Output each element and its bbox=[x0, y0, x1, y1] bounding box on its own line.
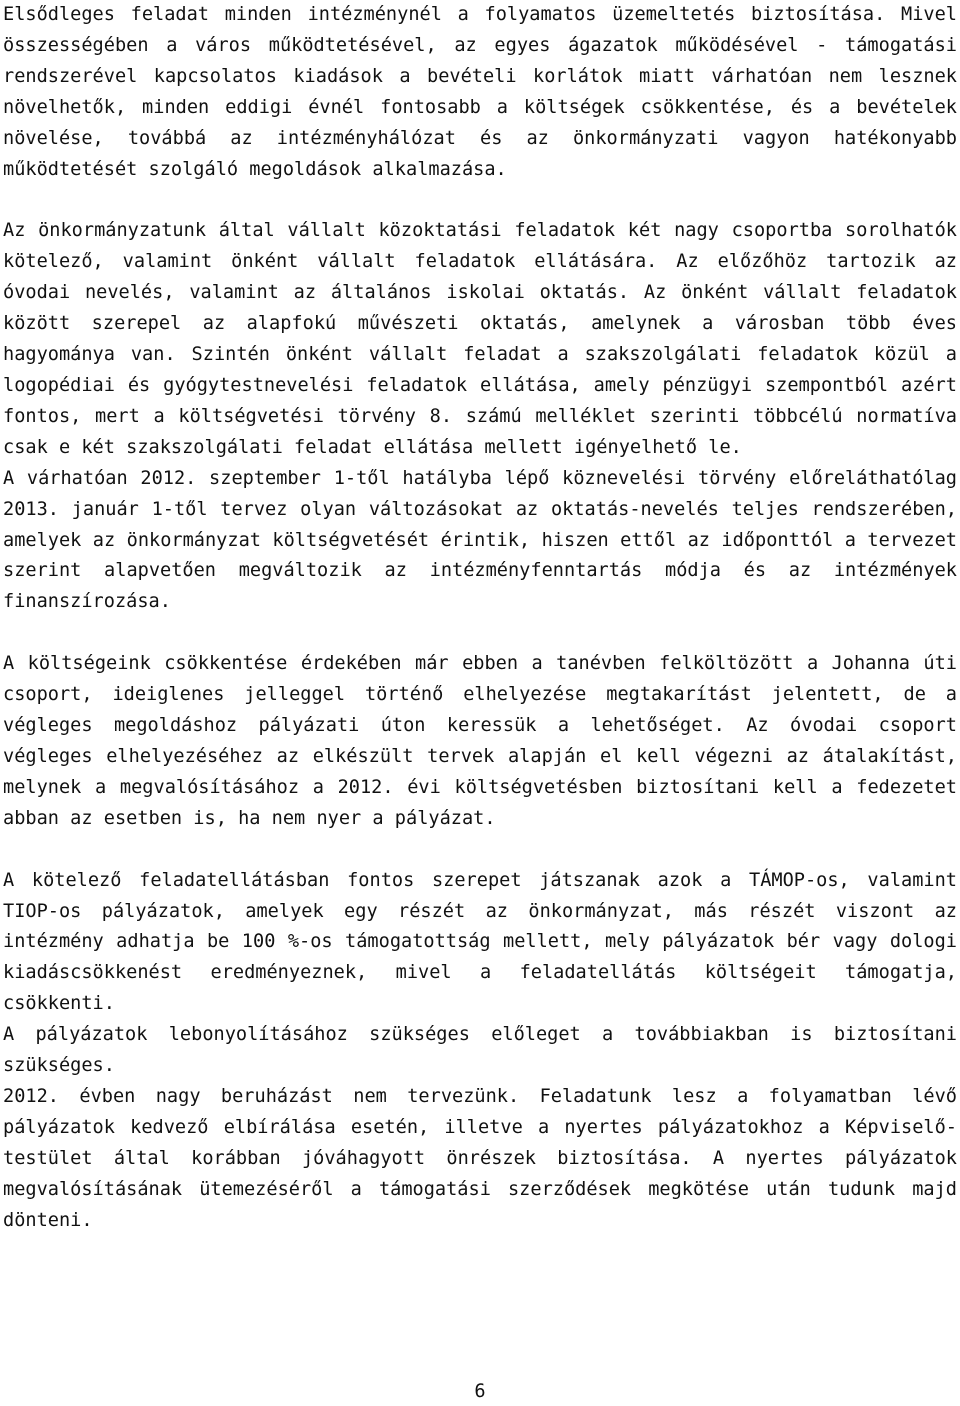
paragraph-7: 2012. évben nagy beruházást nem tervezünk. Feladatunk lesz a folyamatban lévő pályázatok kedvező elbírálása esetén, illetve a nyertes pályázatokhoz a Képviselő-testület által korábban jóváhagyott önrészek biztosítása. A nyertes pályázatok megvalósításának ütemezéséről a támogatási szerződések megkötése után tudunk majd dönteni. bbox=[3, 1086, 957, 1231]
paragraph-1: Elsődleges feladat minden intézménynél a folyamatos üzemeltetés biztosítása. Mivel összességében a város működtetésével, az egyes ágazatok működésével - támogatási rendszerével kapcsolatos kiadások a bevételi korlátok miatt várhatóan nem lesznek növelhetők, minden eddigi évnél fontosabb a költségek csökkentése, és a bevételek növelése, továbbá az intézményhálózat és az önkormányzati vagyon hatékonyabb működtetését szolgáló megoldások alkalmazása. bbox=[3, 4, 957, 180]
document-page bbox=[3, 0, 957, 1237]
paragraph-2: Az önkormányzatunk által vállalt közoktatási feladatok két nagy csoportba sorolhatók kötelező, valamint önként vállalt feladatok ellátására. Az előzőhöz tartozik az óvodai nevelés, valamint az általános iskolai oktatás. Az önként vállalt feladatok között szerepel az alapfokú művészeti oktatás, amelynek a városban több éves hagyománya van. Szintén önként vállalt feladat a szakszolgálati feladatok közül a logopédiai és gyógytestnevelési feladatok ellátása, amely pénzügyi szempontból azért fontos, mert a költségvetési törvény 8. számú melléklet szerinti többcélú normatíva csak e két szakszolgálati feladat ellátása mellett igényelhető le. bbox=[3, 220, 957, 458]
paragraph-3: A várhatóan 2012. szeptember 1-től hatályba lépő köznevelési törvény előreláthatólag 2013. január 1-től tervez olyan változásokat az oktatás-nevelés teljes rendszerében, amelyek az önkormányzat költségvetését érintik, hiszen ettől az időponttól a tervezet szerint alapvetően megváltozik az intézményfenntartás módja és az intézmények finanszírozása. bbox=[3, 467, 957, 613]
paragraph-4: A költségeink csökkentése érdekében már ebben a tanévben felköltözött a Johanna úti csoport, ideiglenes jelleggel történő elhelyezése megtakarítást jelentett, de a végleges megoldáshoz pályázati úton keressük a lehetőséget. Az óvodai csoport végleges elhelyezéséhez az elkészült tervek alapján el kell végezni az átalakítást, melynek a megvalósításához a 2012. évi költségvetésben biztosítani kell a fedezetet abban az esetben is, ha nem nyer a pályázat. bbox=[3, 653, 957, 829]
paragraph-6: A pályázatok lebonyolításához szükséges előleget a továbbiakban is biztosítani szükséges. bbox=[3, 1024, 957, 1077]
paragraph-5: A kötelező feladatellátásban fontos szerepet játszanak azok a TÁMOP-os, valamint TIOP-os pályázatok, amelyek egy részét az önkormányzat, más részét viszont az intézmény adhatja be 100 %-os támogatottság mellett, mely pályázatok bér vagy dologi kiadáscsökkenést eredményeznek, mivel a feladatellátás költségeit támogatja, csökkenti. bbox=[3, 869, 957, 1015]
page-number: 6 bbox=[474, 1381, 486, 1402]
